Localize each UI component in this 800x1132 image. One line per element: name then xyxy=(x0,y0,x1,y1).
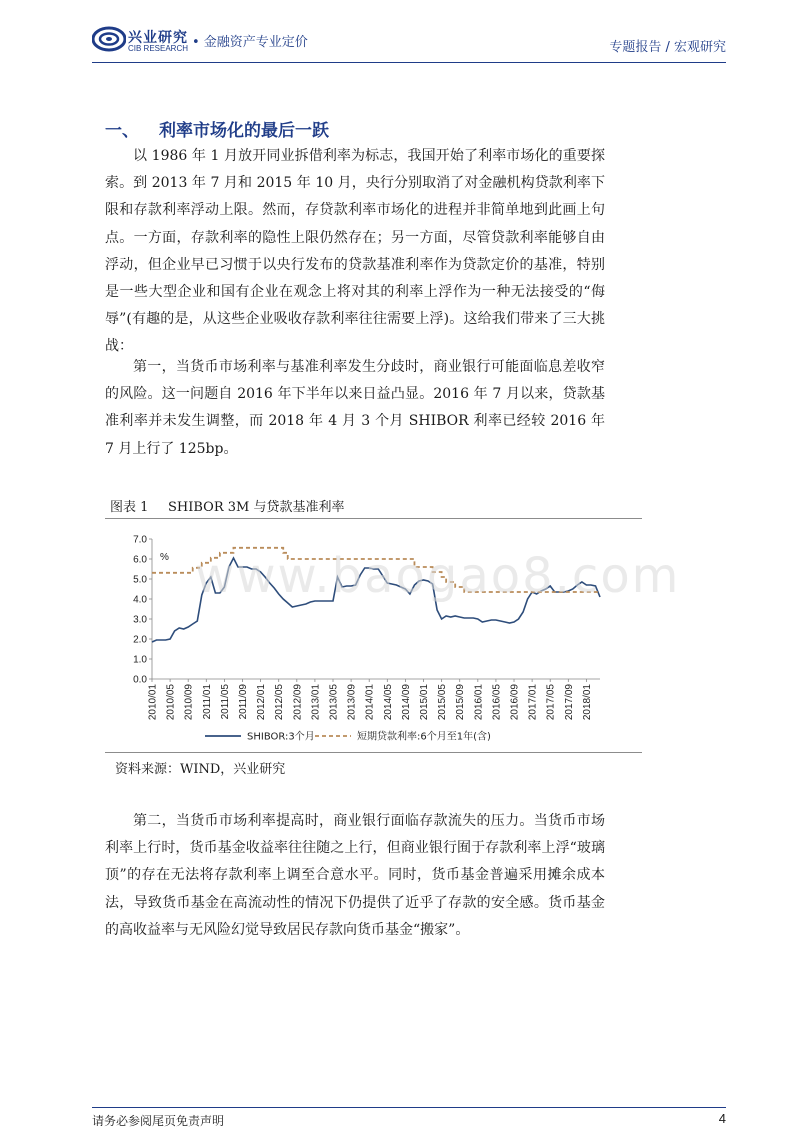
legend-label-1: SHIBOR:3个月 xyxy=(247,731,315,743)
x-tick-label: 2016/09 xyxy=(509,684,521,721)
x-tick-label: 2018/01 xyxy=(581,684,593,721)
footer-divider xyxy=(92,1107,726,1108)
x-tick-label: 2017/01 xyxy=(527,684,539,721)
x-tick-label: 2014/05 xyxy=(382,684,394,721)
x-tick-label: 2012/01 xyxy=(256,684,268,721)
x-tick-label: 2017/05 xyxy=(545,684,557,721)
x-tick-label: 2013/01 xyxy=(310,684,322,721)
legend-label-2: 短期贷款利率:6个月至1年(含) xyxy=(357,731,491,743)
x-tick-label: 2011/09 xyxy=(238,684,250,720)
logo-text: 兴业研究 xyxy=(128,30,188,46)
figure-title: SHIBOR 3M 与贷款基准利率 xyxy=(168,500,345,515)
y-tick-label: 3.0 xyxy=(133,614,147,626)
figure-top-rule xyxy=(105,518,642,519)
x-tick-label: 2012/09 xyxy=(292,684,304,721)
y-tick-label: 4.0 xyxy=(133,594,147,606)
y-tick-label: 2.0 xyxy=(133,634,147,646)
y-unit-label: % xyxy=(160,552,169,563)
x-tick-label: 2015/09 xyxy=(455,684,467,721)
x-tick-label: 2017/09 xyxy=(563,684,575,721)
x-tick-label: 2013/09 xyxy=(346,684,358,721)
x-tick-label: 2012/05 xyxy=(274,684,286,721)
x-tick-label: 2010/01 xyxy=(147,684,159,721)
y-tick-label: 1.0 xyxy=(133,654,147,666)
x-tick-label: 2013/05 xyxy=(328,684,340,721)
x-tick-label: 2010/09 xyxy=(183,684,195,721)
section-title: 利率市场化的最后一跃 xyxy=(159,121,329,141)
y-tick-label: 6.0 xyxy=(133,554,147,566)
figure-caption xyxy=(110,496,344,515)
x-tick-label: 2014/01 xyxy=(364,684,376,721)
paragraph-3: 第二，当货币市场利率提高时，商业银行面临存款流失的压力。当货币市场利率上行时，货币基金收益率往往随之上行，但商业银行囿于存款利率上浮“玻璃顶”的存在无法将存款利率上调至合意水平。同时，货币基金普遍采用摊余成本法，导致货币基金在高流动性的情况下仍提供了近乎了存款的安全感。货币基金的高收益率与无风险幻觉导致居民存款向货币基金“搬家”。 xyxy=(105,813,605,938)
x-tick-label: 2015/01 xyxy=(419,684,431,721)
x-tick-label: 2015/05 xyxy=(437,684,449,721)
header-tagline: • 金融资产专业定价 xyxy=(192,35,308,50)
x-tick-label: 2011/05 xyxy=(219,684,231,720)
paragraph-1: 以 1986 年 1 月放开同业拆借利率为标志，我国开始了利率市场化的重要探索。到 2013 年 7 月和 2015 年 10 月，央行分别取消了对金融机构贷款利率下限和存款利率浮动上限。然而，存贷款利率市场化的进程并非简单地到此画上句点。一方面，存款利率的隐性上限仍然存在；另一方面，尽管贷款利率能够自由浮动，但企业早已习惯于以央行发布的贷款基准利率作为贷款定价的基准，特别是一些大型企业和国有企业在观念上将对其的利率上浮作为一种无法接受的“侮辱”(有趣的是，从这些企业吸收存款利率往往需要上浮)。这给我们带来了三大挑战： xyxy=(105,148,605,355)
x-tick-label: 2014/09 xyxy=(400,684,412,721)
section-number: 一、 xyxy=(105,121,139,141)
x-tick-label: 2016/05 xyxy=(491,684,503,721)
footer-disclaimer: 请务必参阅尾页免责声明 xyxy=(92,1114,225,1128)
logo-subtext: CIB RESEARCH xyxy=(128,44,189,53)
chart-legend xyxy=(205,730,491,743)
section-heading xyxy=(105,116,329,141)
figure-bottom-rule xyxy=(105,752,642,753)
header-divider xyxy=(92,62,726,63)
report-type: 专题报告 / 宏观研究 xyxy=(609,40,726,55)
cib-logo-icon xyxy=(92,26,126,52)
page-number: 4 xyxy=(718,1111,726,1126)
paragraph-2: 第一，当货币市场利率与基准利率发生分歧时，商业银行可能面临息差收窄的风险。这一问题自 2016 年下半年以来日益凸显。2016 年 7 月以来，贷款基准利率并未发生调整，而 2018 年 4 月 3 个月 SHIBOR 利率已经较 2016 年 7 月上行了 125bp。 xyxy=(105,359,605,457)
y-tick-label: 5.0 xyxy=(133,574,147,586)
y-tick-label: 0.0 xyxy=(133,674,147,686)
watermark: www.baogao8.com xyxy=(195,548,681,604)
y-tick-label: 7.0 xyxy=(133,534,147,546)
figure-label: 图表 1 xyxy=(110,500,149,515)
figure-source: 资料来源：WIND，兴业研究 xyxy=(115,762,286,777)
x-tick-label: 2016/01 xyxy=(473,684,485,721)
page-header xyxy=(92,24,726,64)
x-tick-label: 2010/05 xyxy=(165,684,177,721)
x-tick-label: 2011/01 xyxy=(201,684,213,720)
